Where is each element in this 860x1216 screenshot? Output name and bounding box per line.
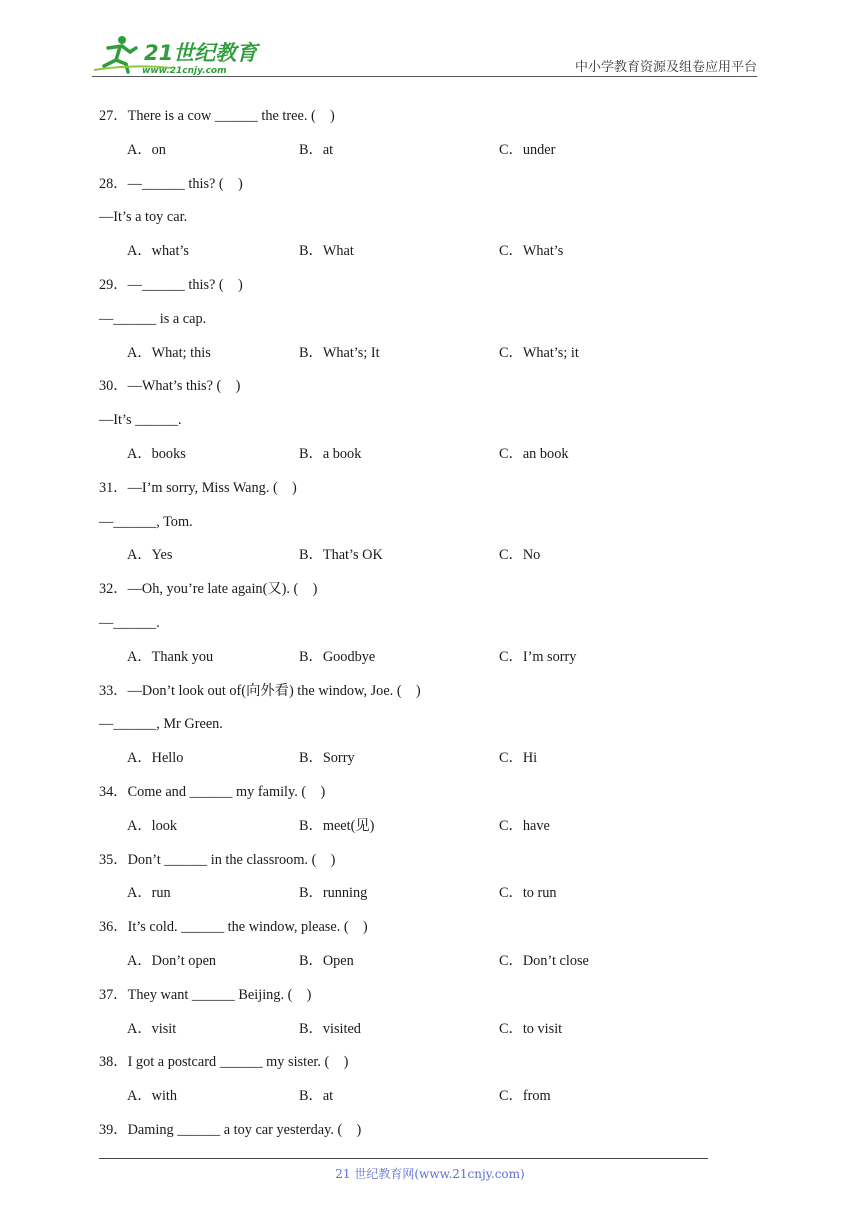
option-b: B．Open <box>299 952 354 969</box>
option-b: B．What’s; It <box>299 344 380 361</box>
options-row <box>99 138 739 172</box>
option-b: B．What <box>299 243 354 260</box>
question-item <box>99 679 739 780</box>
option-b: B．at <box>299 141 334 158</box>
logo-text: 21世纪教育 <box>144 41 258 65</box>
question-list <box>99 104 739 1152</box>
logo-21cnjy <box>92 34 262 76</box>
platform-name: 中小学教育资源及组卷应用平台 <box>574 60 757 75</box>
option-a: A．Thank you <box>127 648 214 665</box>
option-b: B．at <box>299 1088 334 1105</box>
option-a: A．look <box>127 817 178 834</box>
options-row <box>99 239 739 273</box>
option-a: A．what’s <box>127 243 189 260</box>
option-a: A．with <box>127 1088 178 1105</box>
option-b: B．That’s OK <box>299 547 383 564</box>
option-c: C．to visit <box>499 1020 563 1037</box>
option-c: C．No <box>499 547 541 564</box>
option-a: A．on <box>127 141 166 158</box>
question-stem: 29．—______ this? ( ) <box>99 276 243 293</box>
options-row <box>99 1084 739 1118</box>
question-stem: 31．—I’m sorry, Miss Wang. ( ) <box>99 479 297 496</box>
question-item <box>99 983 739 1051</box>
options-row <box>99 543 739 577</box>
page-header <box>92 30 757 78</box>
question-stem: 34．Come and ______ my family. ( ) <box>99 783 326 800</box>
question-item <box>99 1050 739 1118</box>
question-stem: 39．Daming ______ a toy car yesterday. ( ) <box>99 1121 362 1138</box>
question-stem: 27．There is a cow ______ the tree. ( ) <box>99 108 335 124</box>
question-reply: —It’s ______. <box>99 412 182 429</box>
option-a: A．books <box>127 445 186 462</box>
option-c: C．under <box>499 141 556 158</box>
options-row <box>99 814 739 848</box>
option-b: B．a book <box>299 445 362 462</box>
question-stem: 30．—What’s this? ( ) <box>99 378 241 395</box>
option-c: C．Don’t close <box>499 952 589 969</box>
options-row <box>99 881 739 915</box>
footer-divider <box>99 1158 708 1159</box>
option-a: A．visit <box>127 1020 177 1037</box>
question-item <box>99 104 739 172</box>
option-b: B．visited <box>299 1020 361 1037</box>
question-item <box>99 577 739 678</box>
question-stem: 35．Don’t ______ in the classroom. ( ) <box>99 851 336 868</box>
option-a: A．run <box>127 885 171 902</box>
question-stem: 33．—Don’t look out of(向外看) the window, Joe. ( ) <box>99 682 421 699</box>
question-item <box>99 374 739 475</box>
question-item <box>99 780 739 848</box>
question-item <box>99 1118 739 1152</box>
option-b: B．running <box>299 885 368 902</box>
option-c: C．to run <box>499 885 557 902</box>
question-item <box>99 848 739 916</box>
option-b: B．meet(见) <box>299 817 375 834</box>
option-c: C．I’m sorry <box>499 648 577 665</box>
options-row <box>99 949 739 983</box>
question-reply: —It’s a toy car. <box>99 209 188 226</box>
option-c: C．Hi <box>499 750 538 767</box>
footer-text: 21 世纪教育网(www.21cnjy.com) <box>335 1167 525 1181</box>
option-a: A．Hello <box>127 750 184 767</box>
option-b: B．Sorry <box>299 750 355 767</box>
option-c: C．have <box>499 817 550 834</box>
option-c: C．What’s; it <box>499 344 579 361</box>
option-c: C．from <box>499 1088 551 1105</box>
option-a: A．Don’t open <box>127 952 217 969</box>
options-row <box>99 1017 739 1051</box>
option-a: A．Yes <box>127 547 173 564</box>
options-row <box>99 341 739 375</box>
question-item <box>99 172 739 273</box>
option-c: C．an book <box>499 445 569 462</box>
question-reply: —______, Tom. <box>99 513 193 530</box>
question-stem: 37．They want ______ Beijing. ( ) <box>99 986 312 1003</box>
question-stem: 38．I got a postcard ______ my sister. ( ) <box>99 1054 349 1071</box>
option-b: B．Goodbye <box>299 648 376 665</box>
question-reply: —______ is a cap. <box>99 310 207 327</box>
question-stem: 32．—Oh, you’re late again(又). ( ) <box>99 581 318 598</box>
options-row <box>99 746 739 780</box>
question-stem: 28．—______ this? ( ) <box>99 175 243 192</box>
question-stem: 36．It’s cold. ______ the window, please. ( ) <box>99 919 368 936</box>
options-row <box>99 645 739 679</box>
question-reply: —______, Mr Green. <box>99 716 223 733</box>
option-c: C．What’s <box>499 243 564 260</box>
options-row <box>99 442 739 476</box>
header-divider <box>92 76 757 77</box>
option-a: A．What; this <box>127 344 211 361</box>
logo-url: www.21cnjy.com <box>142 66 227 76</box>
question-item <box>99 273 739 374</box>
question-item <box>99 915 739 983</box>
question-reply: —______. <box>99 614 160 631</box>
question-item <box>99 476 739 577</box>
